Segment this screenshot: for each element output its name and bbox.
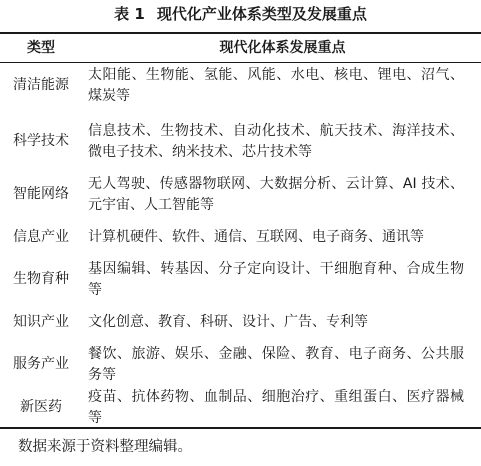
top-rule bbox=[0, 32, 481, 34]
row-type: 知识产业 bbox=[13, 314, 69, 330]
table-caption bbox=[0, 3, 481, 25]
row-focus: 无人驾驶、传感器物联网、大数据分析、云计算、AI 技术、元宇宙、人工智能等 bbox=[88, 176, 464, 213]
row-type: 智能网络 bbox=[13, 186, 69, 202]
row-focus: 文化创意、教育、科研、设计、广告、专利等 bbox=[88, 314, 368, 330]
row-focus: 疫苗、抗体药物、血制品、细胞治疗、重组蛋白、医疗器械等 bbox=[88, 389, 464, 426]
row-type: 信息产业 bbox=[13, 229, 69, 245]
source-note: 数据来源于资料整理编辑。 bbox=[18, 439, 192, 455]
bottom-rule bbox=[0, 427, 481, 429]
row-focus: 计算机硬件、软件、通信、互联网、电子商务、通讯等 bbox=[88, 229, 424, 245]
row-type: 服务产业 bbox=[13, 356, 69, 372]
row-type: 生物育种 bbox=[13, 271, 69, 287]
header-type: 类型 bbox=[27, 40, 55, 56]
row-focus: 基因编辑、转基因、分子定向设计、干细胞育种、合成生物等 bbox=[88, 261, 464, 298]
row-type: 清洁能源 bbox=[13, 77, 69, 93]
row-type: 新医药 bbox=[20, 399, 62, 415]
row-focus: 太阳能、生物能、氢能、风能、水电、核电、锂电、沼气、煤炭等 bbox=[88, 67, 464, 104]
table-number: 表 1 bbox=[114, 5, 145, 23]
row-type: 科学技术 bbox=[13, 133, 69, 149]
row-focus: 餐饮、旅游、娱乐、金融、保险、教育、电子商务、公共服务等 bbox=[88, 346, 464, 383]
header-focus: 现代化体系发展重点 bbox=[219, 40, 346, 56]
row-focus: 信息技术、生物技术、自动化技术、航天技术、海洋技术、微电子技术、纳米技术、芯片技术等 bbox=[88, 123, 464, 160]
header-rule bbox=[0, 62, 481, 63]
table-title: 现代化产业体系类型及发展重点 bbox=[156, 5, 367, 23]
